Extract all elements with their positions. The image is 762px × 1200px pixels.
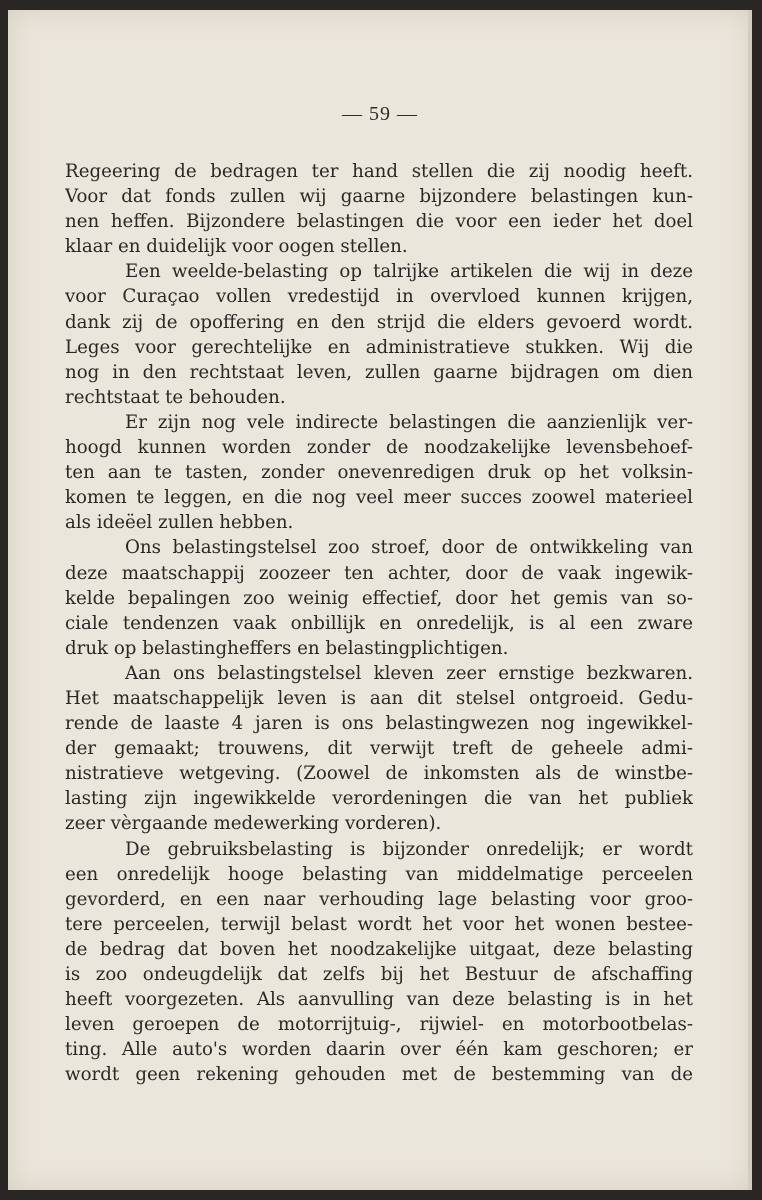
text-line: hoogd kunnen worden zonder de noodzakelijke levensbehoef- — [65, 437, 693, 459]
text-line: Aan ons belastingstelsel kleven zeer ernstige bezkwaren. — [125, 662, 693, 684]
text-line: komen te leggen, en die nog veel meer succes zoowel materieel — [65, 487, 693, 509]
text-line: Ons belastingstelsel zoo stroef, door de ontwikkeling van — [125, 537, 693, 559]
text-line: ting. Alle auto's worden daarin over één kam geschoren; er — [65, 1039, 693, 1061]
text-line: heeft voorgezeten. Als aanvulling van deze belasting is in het — [65, 989, 693, 1011]
text-line: als ideëel zullen hebben. — [65, 512, 294, 534]
text-line: De gebruiksbelasting is bijzonder onredelijk; er wordt — [125, 838, 693, 860]
book-page — [8, 10, 752, 1190]
text-line: lasting zijn ingewikkelde verordeningen die van het publiek — [65, 788, 693, 810]
text-line: Er zijn nog vele indirecte belastingen die aanzienlijk ver- — [125, 411, 693, 433]
paragraph — [65, 259, 693, 410]
paragraph — [65, 159, 693, 259]
text-line: Voor dat fonds zullen wij gaarne bijzondere belastingen kun- — [65, 186, 693, 208]
text-line: rechtstaat te behouden. — [65, 386, 286, 408]
body-text — [65, 159, 693, 1087]
text-line: dank zij de opoffering en den strijd die elders gevoerd wordt. — [65, 311, 693, 333]
text-line: wordt geen rekening gehouden met de bestemming van de — [65, 1064, 693, 1086]
text-line: rende de laaste 4 jaren is ons belastingwezen nog ingewikkel- — [65, 713, 693, 735]
text-line: de bedrag dat boven het noodzakelijke uitgaat, deze belasting — [65, 938, 693, 960]
text-line: zeer vèrgaande medewerking vorderen). — [65, 813, 442, 835]
text-line: een onredelijk hooge belasting van middelmatige perceelen — [65, 863, 693, 885]
page-number: — 59 — — [342, 103, 418, 125]
text-line: Het maatschappelijk leven is aan dit stelsel ontgroeid. Gedu- — [65, 687, 693, 709]
text-line: leven geroepen de motorrijtuig-, rijwiel- en motorbootbelas- — [65, 1014, 693, 1036]
text-line: klaar en duidelijk voor oogen stellen. — [65, 236, 408, 258]
text-line: Een weelde-belasting op talrijke artikelen die wij in deze — [125, 261, 693, 283]
paragraph — [65, 535, 693, 660]
text-line: druk op belastingheffers en belastingplichtigen. — [65, 637, 509, 659]
paragraph — [65, 661, 693, 837]
text-line: tere perceelen, terwijl belast wordt het voor het wonen bestee- — [65, 913, 693, 935]
page-edge — [748, 10, 752, 1190]
text-line: gevorderd, en een naar verhouding lage belasting voor groo- — [65, 888, 693, 910]
text-line: ten aan te tasten, zonder onevenredigen druk op het volksin- — [65, 462, 693, 484]
text-line: Leges voor gerechtelijke en administratieve stukken. Wij die — [65, 336, 693, 358]
text-line: ciale tendenzen vaak onbillijk en onredelijk, is al een zware — [65, 612, 693, 634]
text-line: Regeering de bedragen ter hand stellen die zij noodig heeft. — [65, 161, 693, 182]
text-line: is zoo ondeugdelijk dat zelfs bij het Bestuur de afschaffing — [65, 964, 693, 985]
text-line: nen heffen. Bijzondere belastingen die voor een ieder het doel — [65, 211, 693, 233]
text-line: der gemaakt; trouwens, dit verwijt treft de geheele admi- — [65, 738, 693, 760]
paragraph — [65, 837, 693, 1088]
paragraph — [65, 410, 693, 535]
text-line: nog in den rechtstaat leven, zullen gaarne bijdragen om dien — [65, 361, 693, 383]
text-line: kelde bepalingen zoo weinig effectief, door het gemis van so- — [65, 587, 693, 609]
text-line: voor Curaçao vollen vredestijd in overvloed kunnen krijgen, — [65, 286, 693, 308]
text-line: deze maatschappij zoozeer ten achter, door de vaak ingewik- — [65, 562, 693, 584]
text-line: nistratieve wetgeving. (Zoowel de inkomsten als de winstbe- — [65, 763, 693, 785]
